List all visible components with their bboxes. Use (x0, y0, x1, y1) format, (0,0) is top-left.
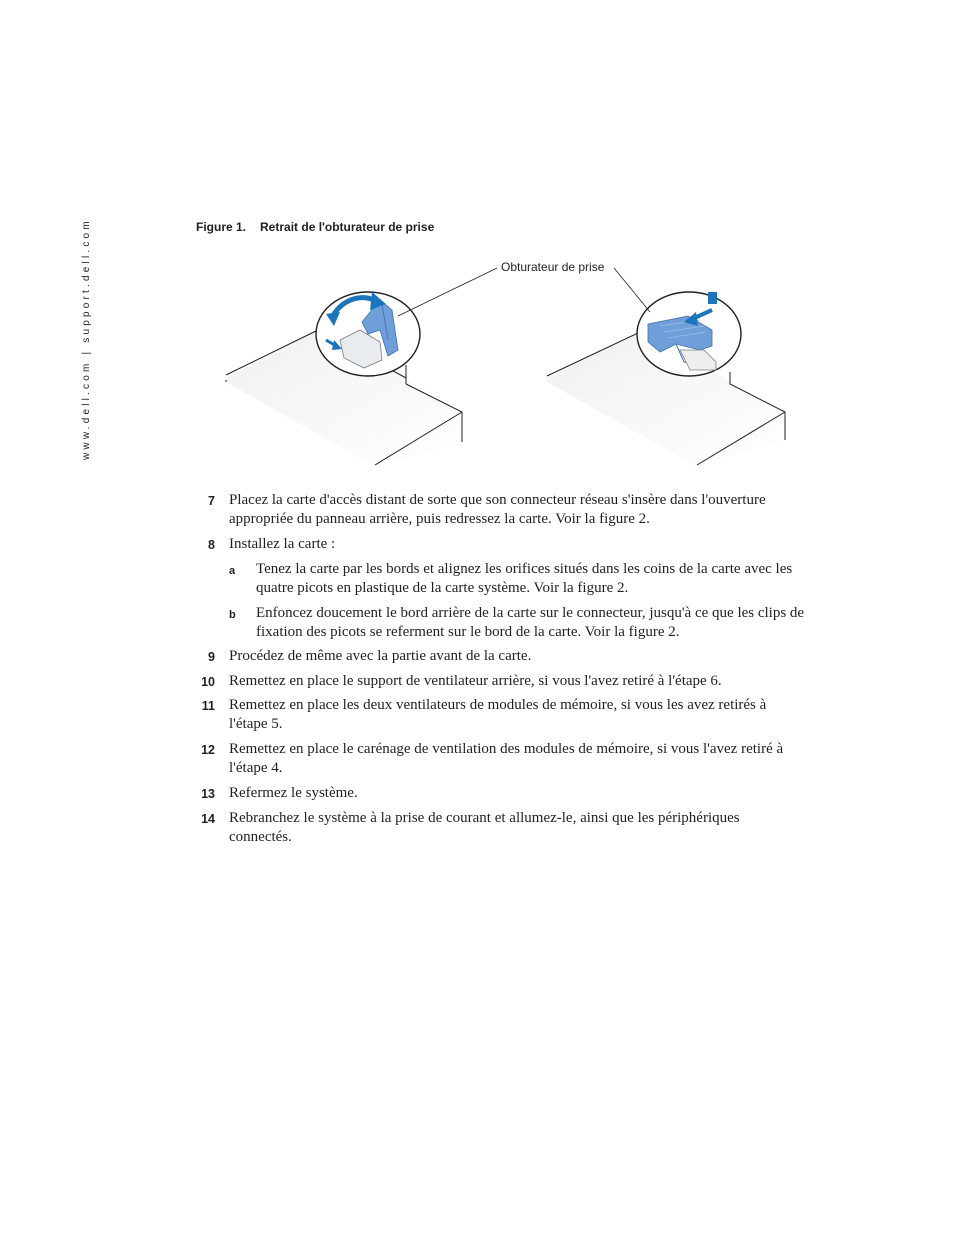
substep-a (229, 560, 816, 598)
step-10 (201, 672, 814, 691)
step-text: Remettez en place le support de ventilateur arrière, si vous l'avez retiré à l'étape 6. (229, 673, 722, 689)
step-9 (208, 647, 814, 666)
step-number: 13 (201, 787, 215, 801)
substep-letter: a (229, 565, 236, 577)
step-number: 9 (208, 650, 215, 664)
step-number: 14 (201, 812, 215, 826)
substep-text: Tenez la carte par les bords et alignez les orifices situés dans les coins de la carte avec les quatre picots en plastique de la carte système. Voir la figure 2. (256, 561, 793, 596)
step-8 (208, 535, 814, 554)
step-13 (201, 784, 814, 803)
right-detail-circle (637, 292, 741, 376)
substep-text: Enfoncez doucement le bord arrière de la carte sur le connecteur, jusqu'à ce que les clips de fixation des picots se referment sur le bord de la carte. Voir la figure 2. (256, 605, 805, 640)
step-text: Remettez en place les deux ventilateurs de modules de mémoire, si vous les avez retirés à l'étape 5. (229, 697, 767, 732)
substep-b (229, 604, 816, 642)
figure-illustration (0, 0, 954, 480)
step-7 (208, 491, 814, 529)
step-text: Procédez de même avec la partie avant de la carte. (229, 648, 532, 664)
sidebar-url: www.dell.com | support.dell.com (81, 218, 92, 460)
step-text: Installez la carte : (229, 536, 336, 552)
step-text: Rebranchez le système à la prise de courant et allumez-le, ainsi que les périphériques connectés. (229, 810, 740, 845)
step-11 (201, 696, 784, 734)
left-detail-circle (316, 292, 420, 376)
substep-letter: b (229, 609, 236, 621)
step-number: 10 (201, 675, 215, 689)
step-number: 8 (208, 538, 215, 552)
step-number: 11 (201, 699, 215, 713)
step-text: Refermez le système. (229, 785, 358, 801)
step-12 (201, 740, 801, 778)
step-text: Remettez en place le carénage de ventilation des modules de mémoire, si vous l'avez retiré à l'étape 4. (229, 741, 784, 776)
figure-title: Retrait de l'obturateur de prise (260, 220, 435, 234)
figure-label: Figure 1. (196, 220, 247, 234)
step-number: 12 (201, 743, 215, 757)
callout-label: Obturateur de prise (501, 260, 605, 274)
step-14 (201, 809, 769, 847)
step-number: 7 (208, 494, 215, 508)
step-text: Placez la carte d'accès distant de sorte que son connecteur réseau s'insère dans l'ouverture appropriée du panneau arrière, puis redressez la carte. Voir la figure 2. (229, 492, 766, 527)
